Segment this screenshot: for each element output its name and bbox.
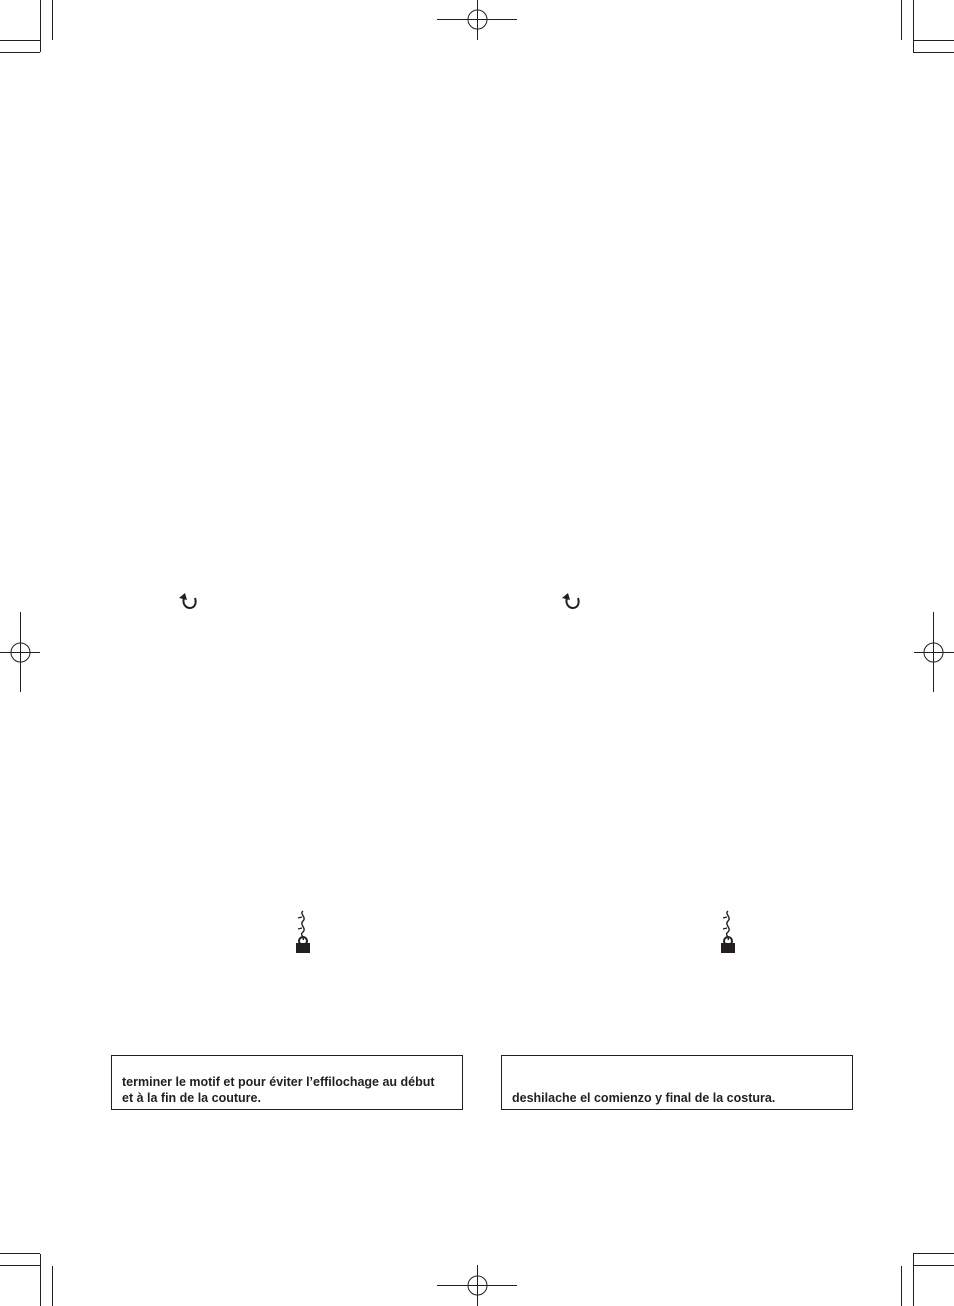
crosshair-registration-icon (437, 1265, 517, 1306)
note-box-spanish (501, 1055, 853, 1110)
crosshair-registration-icon (0, 612, 40, 692)
note-text-line: deshilache el comienzo y final de la costura. (512, 1091, 776, 1105)
crosshair-registration-icon (437, 0, 517, 40)
crop-mark-icon (0, 1254, 53, 1306)
crosshair-registration-icon (914, 612, 954, 692)
lock-stitch-icon (294, 909, 312, 954)
crop-mark-icon (0, 0, 53, 53)
note-box-french (111, 1055, 463, 1110)
crop-mark-icon (902, 0, 954, 53)
note-text-line: et à la fin de la couture. (122, 1091, 261, 1105)
note-text-line: terminer le motif et pour éviter l’effilochage au début (122, 1075, 435, 1089)
lock-stitch-icon (719, 909, 737, 954)
crop-mark-icon (902, 1254, 954, 1306)
reverse-stitch-icon (178, 591, 200, 611)
reverse-stitch-icon (561, 591, 583, 611)
